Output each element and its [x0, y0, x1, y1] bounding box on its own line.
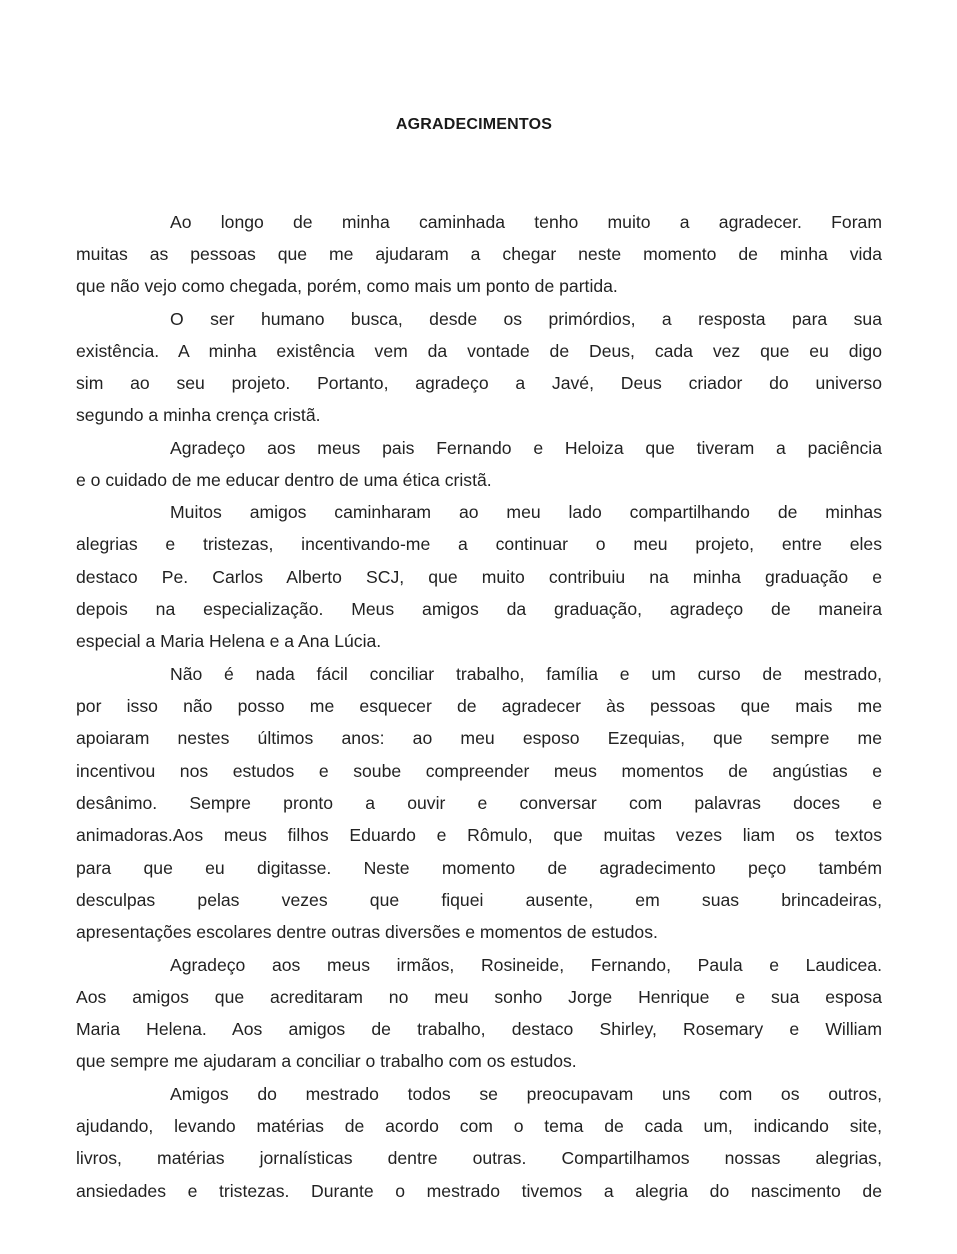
text-line: especial a Maria Helena e a Ana Lúcia. [76, 631, 382, 651]
text-line: existência. A minha existência vem da vontade de Deus, cada vez que eu digo [76, 341, 882, 361]
text-line: desculpas pelas vezes que fiquei ausente, em suas brincadeiras, [76, 890, 882, 910]
text-line: ajudando, levando matérias de acordo com o tema de cada um, indicando site, [76, 1116, 882, 1136]
text-line: Aos amigos que acreditaram no meu sonho Jorge Henrique e sua esposa [76, 987, 882, 1007]
text-line: Não é nada fácil conciliar trabalho, família e um curso de mestrado, [170, 664, 882, 684]
text-line: por isso não posso me esquecer de agradecer às pessoas que mais me [76, 696, 882, 716]
text-line: alegrias e tristezas, incentivando-me a continuar o meu projeto, entre eles [76, 534, 882, 554]
text-line: que sempre me ajudaram a conciliar o trabalho com os estudos. [76, 1051, 577, 1071]
text-line: Amigos do mestrado todos se preocupavam uns com os outros, [170, 1084, 882, 1104]
text-line: O ser humano busca, desde os primórdios, a resposta para sua [170, 309, 882, 329]
text-line: Agradeço aos meus pais Fernando e Heloiza que tiveram a paciência [170, 438, 882, 458]
text-line: apoiaram nestes últimos anos: ao meu esposo Ezequias, que sempre me [76, 728, 882, 748]
text-line: desânimo. Sempre pronto a ouvir e conversar com palavras doces e [76, 793, 882, 813]
text-line: destaco Pe. Carlos Alberto SCJ, que muito contribuiu na minha graduação e [76, 567, 882, 587]
text-line: para que eu digitasse. Neste momento de agradecimento peço também [76, 858, 882, 878]
text-line: e o cuidado de me educar dentro de uma ética cristã. [76, 470, 492, 490]
text-line: Ao longo de minha caminhada tenho muito a agradecer. Foram [170, 212, 882, 232]
page-title: AGRADECIMENTOS [395, 116, 553, 133]
text-line: livros, matérias jornalísticas dentre outras. Compartilhamos nossas alegrias, [76, 1148, 882, 1168]
text-line: segundo a minha crença cristã. [76, 405, 321, 425]
text-line: Agradeço aos meus irmãos, Rosineide, Fernando, Paula e Laudicea. [170, 955, 882, 975]
text-line: muitas as pessoas que me ajudaram a chegar neste momento de minha vida [76, 244, 882, 264]
text-line: ansiedades e tristezas. Durante o mestrado tivemos a alegria do nascimento de [76, 1181, 882, 1201]
text-line: Muitos amigos caminharam ao meu lado compartilhando de minhas [170, 502, 882, 522]
text-line: que não vejo como chegada, porém, como mais um ponto de partida. [76, 276, 618, 296]
text-line: depois na especialização. Meus amigos da graduação, agradeço de maneira [76, 599, 882, 619]
text-line: Maria Helena. Aos amigos de trabalho, destaco Shirley, Rosemary e William [76, 1019, 882, 1039]
text-line: animadoras.Aos meus filhos Eduardo e Rômulo, que muitas vezes liam os textos [76, 825, 882, 845]
text-line: incentivou nos estudos e soube compreender meus momentos de angústias e [76, 761, 882, 781]
text-line: sim ao seu projeto. Portanto, agradeço a Javé, Deus criador do universo [76, 373, 882, 393]
text-line: apresentações escolares dentre outras diversões e momentos de estudos. [76, 922, 658, 942]
